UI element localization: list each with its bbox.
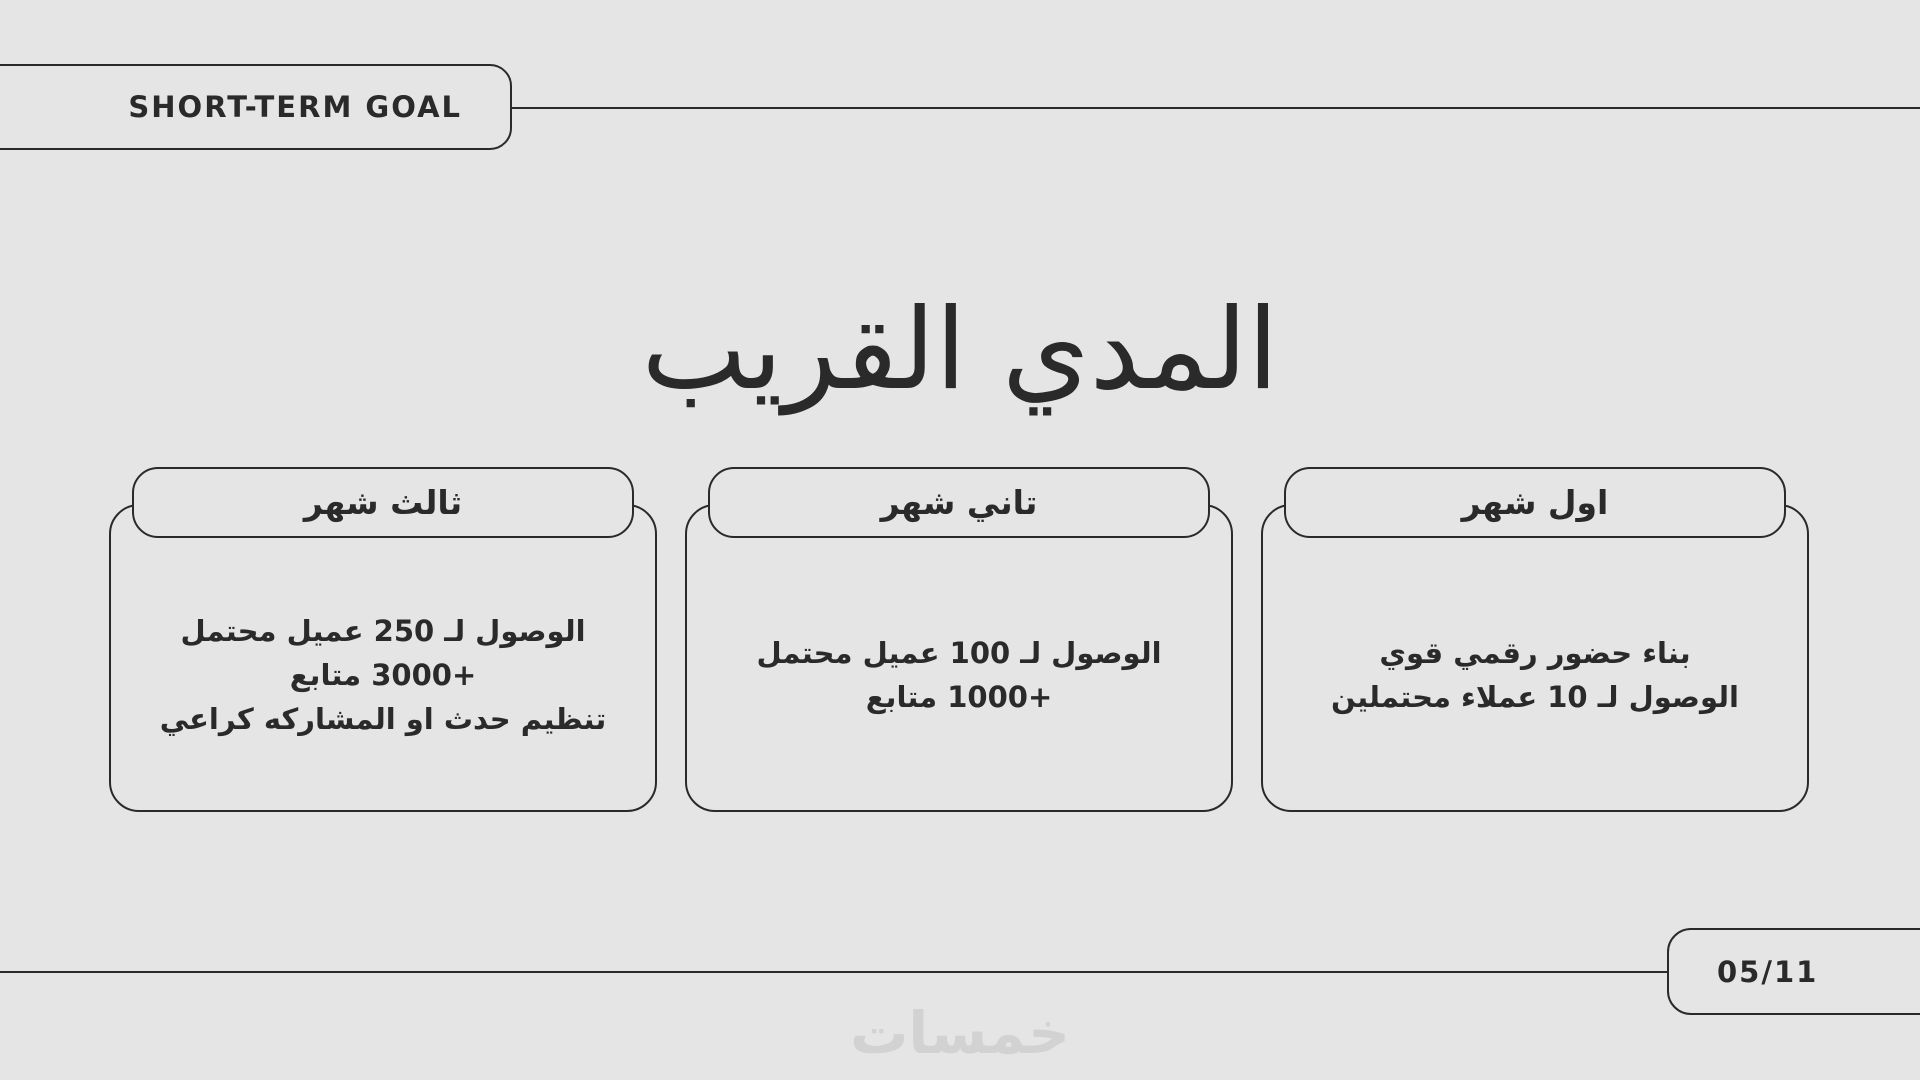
watermark-logo: خمسات bbox=[850, 999, 1070, 1067]
card-month-1-body bbox=[1261, 538, 1809, 812]
card-month-1-line-2: الوصول لـ 10 عملاء محتملين bbox=[1331, 680, 1739, 714]
card-month-3-line-3: تنظيم حدث او المشاركه كراعي bbox=[159, 702, 607, 736]
bottom-divider bbox=[0, 971, 1668, 973]
card-month-3-label: ثالث شهر bbox=[132, 467, 634, 538]
card-month-1-line-1: بناء حضور رقمي قوي bbox=[1379, 636, 1691, 670]
slide-title: المدي القريب bbox=[641, 285, 1279, 415]
card-month-3-line-1: الوصول لـ 250 عميل محتمل bbox=[180, 614, 586, 648]
section-tag bbox=[0, 64, 512, 150]
page-number: 05/11 bbox=[1717, 954, 1819, 989]
card-month-2-line-1: الوصول لـ 100 عميل محتمل bbox=[756, 636, 1162, 670]
card-month-2-label: تاني شهر bbox=[708, 467, 1210, 538]
card-month-1-label: اول شهر bbox=[1284, 467, 1786, 538]
section-tag-label: SHORT-TERM GOAL bbox=[128, 90, 462, 124]
top-divider bbox=[512, 107, 1920, 109]
card-month-2-line-2: +1000 متابع bbox=[865, 680, 1053, 714]
card-month-3-body bbox=[109, 538, 657, 812]
card-month-3-line-2: +3000 متابع bbox=[289, 658, 477, 692]
card-month-2-body bbox=[685, 538, 1233, 812]
